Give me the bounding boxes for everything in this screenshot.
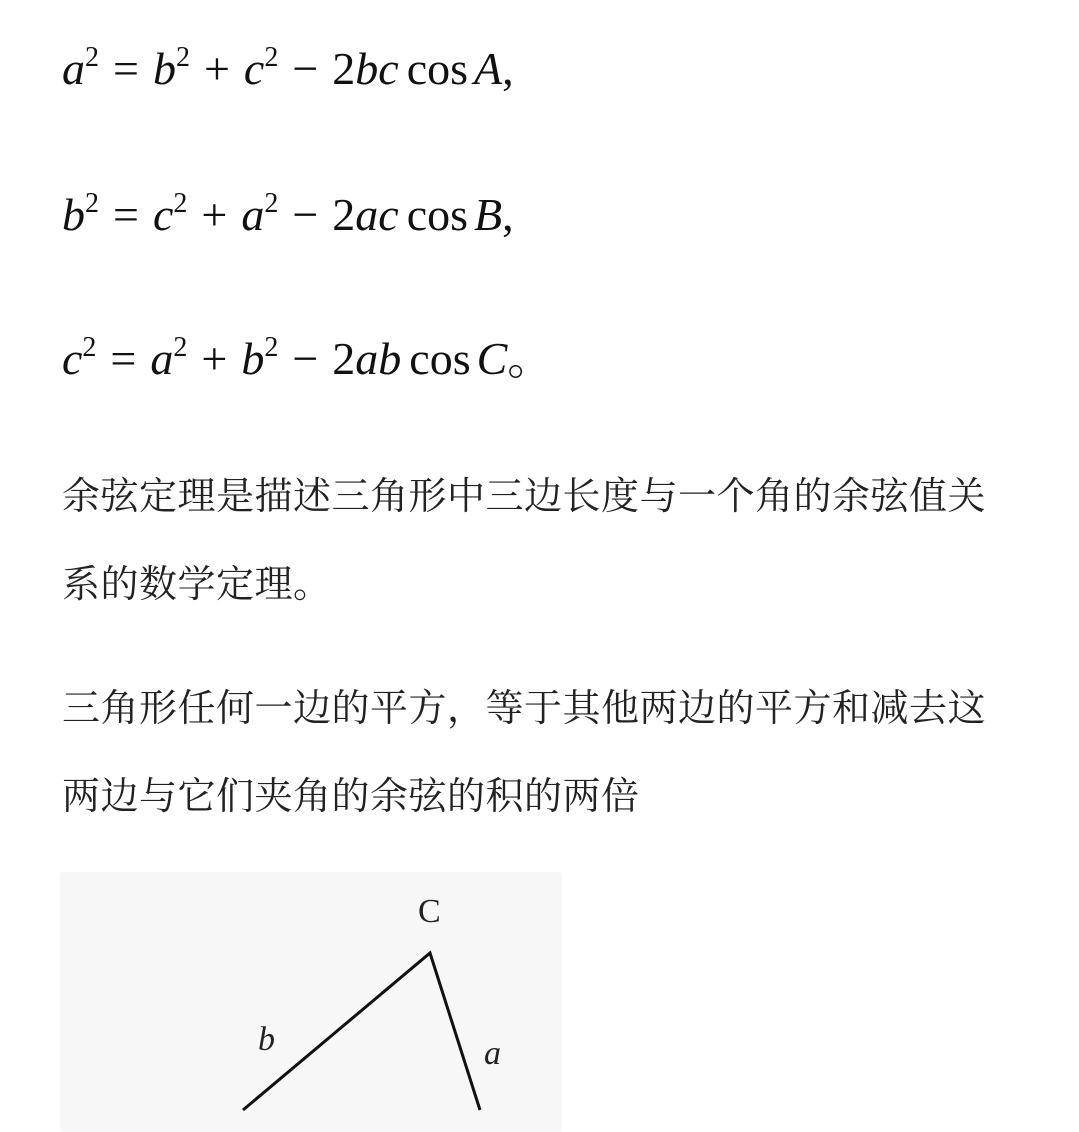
exponent: 2 <box>264 332 279 363</box>
side-label-b: b <box>258 1021 275 1058</box>
coefficient: 2 <box>332 189 356 240</box>
minus-sign: − <box>292 333 319 384</box>
vertex-label-c: C <box>418 893 441 930</box>
exponent: 2 <box>85 188 99 219</box>
formula-term: b <box>62 189 85 240</box>
angle-symbol: A <box>474 43 503 94</box>
minus-sign: − <box>292 43 319 94</box>
plus-sign: + <box>203 43 230 94</box>
exponent: 2 <box>264 188 279 219</box>
cos-function: cos <box>406 189 469 240</box>
punctuation: , <box>502 189 514 240</box>
exponent: 2 <box>85 42 99 73</box>
equals-sign: = <box>110 333 137 384</box>
triangle-svg <box>60 872 562 1132</box>
coefficient: 2 <box>332 43 356 94</box>
exponent: 2 <box>82 332 97 363</box>
formula-term: c <box>243 43 265 94</box>
formula-term: b <box>241 333 265 384</box>
angle-symbol: B <box>474 189 503 240</box>
triangle-sides <box>243 953 480 1110</box>
exponent: 2 <box>173 188 188 219</box>
formula-term: a <box>150 333 174 384</box>
plus-sign: + <box>201 333 228 384</box>
exponent: 2 <box>175 42 190 73</box>
triangle-diagram <box>60 872 562 1132</box>
cos-function: cos <box>409 333 471 384</box>
cos-function: cos <box>406 43 469 94</box>
paragraph-explanation: 三角形任何一边的平方，等于其他两边的平方和减去这两边与它们夹角的余弦的积的两倍 <box>62 686 987 818</box>
coefficient: 2 <box>332 333 356 384</box>
formula-term: b <box>152 43 176 94</box>
formula-term: a <box>62 43 85 94</box>
minus-sign: − <box>292 189 319 240</box>
exponent: 2 <box>173 332 188 363</box>
formula-term: a <box>241 189 265 240</box>
angle-symbol: C <box>476 333 508 384</box>
exponent: 2 <box>264 42 279 73</box>
formula-product: ab <box>355 333 402 384</box>
paragraph-definition: 余弦定理是描述三角形中三边长度与一个角的余弦值关系的数学定理。 <box>62 474 987 606</box>
punctuation: , <box>502 43 514 94</box>
formula-term: c <box>62 333 83 384</box>
punctuation: 。 <box>507 333 554 384</box>
formula-product: ac <box>355 189 399 240</box>
formula-term: c <box>152 189 174 240</box>
equals-sign: = <box>113 43 139 94</box>
formula-product: bc <box>355 43 399 94</box>
equals-sign: = <box>113 189 139 240</box>
side-label-a: a <box>484 1035 501 1072</box>
plus-sign: + <box>201 189 228 240</box>
formula-law-of-cosines-c <box>62 334 553 382</box>
formula-law-of-cosines-a <box>62 44 514 92</box>
formula-law-of-cosines-b <box>62 190 514 238</box>
